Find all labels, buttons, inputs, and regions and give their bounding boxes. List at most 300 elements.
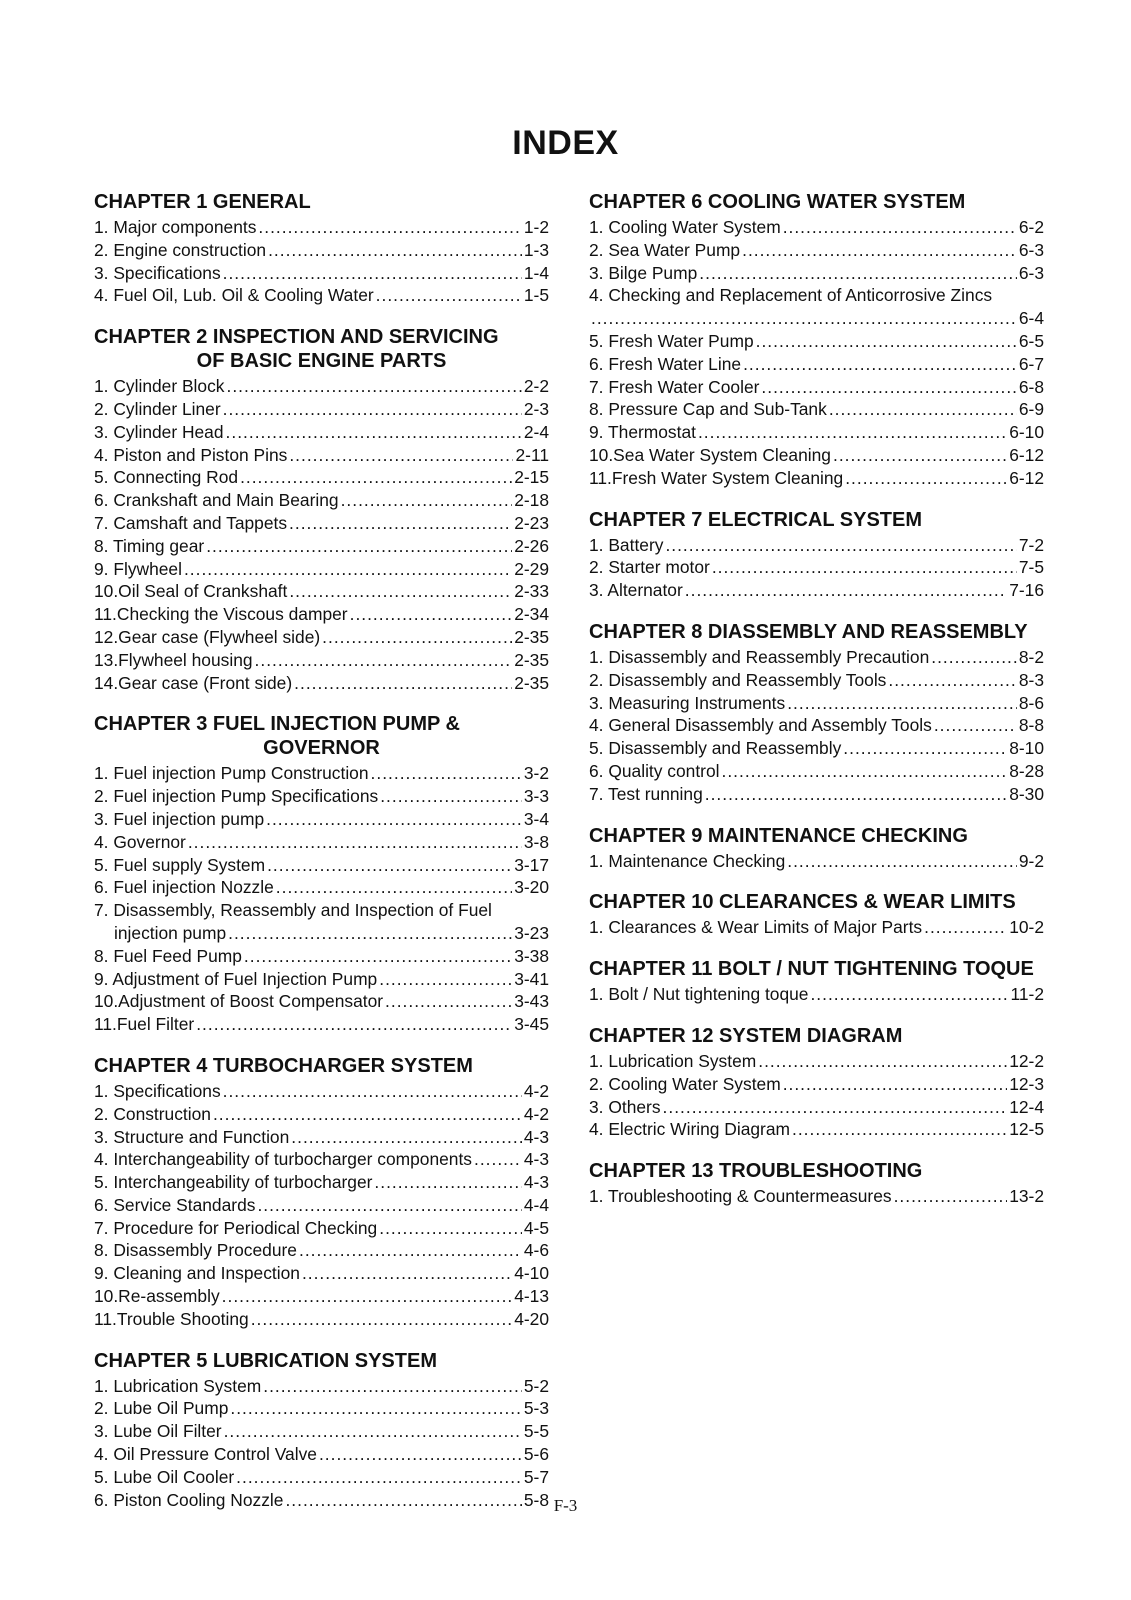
toc-page-number: 11-2 xyxy=(1010,984,1044,1005)
toc-entry[interactable] xyxy=(94,398,549,421)
toc-page-number: 12-3 xyxy=(1009,1073,1044,1094)
toc-entry[interactable] xyxy=(94,1080,549,1103)
chapter-heading-line: GOVERNOR xyxy=(263,737,380,760)
toc-entry-title: 6. Crankshaft and Main Bearing xyxy=(94,490,339,511)
chapter-heading xyxy=(94,190,549,214)
toc-entry[interactable] xyxy=(94,649,549,672)
toc-page-number: 6-4 xyxy=(1018,308,1044,329)
toc-page-number: 6-3 xyxy=(1018,239,1044,260)
toc-entry[interactable] xyxy=(94,421,549,444)
toc-entry[interactable] xyxy=(589,850,1044,873)
toc-page-number: 4-3 xyxy=(523,1126,549,1147)
toc-page-number: 8-10 xyxy=(1009,738,1044,759)
chapter-heading xyxy=(589,1024,1044,1048)
chapter-heading xyxy=(589,190,1044,214)
dot-leader xyxy=(712,556,1017,579)
toc-page-number: 2-3 xyxy=(523,398,549,419)
dot-leader xyxy=(226,375,521,398)
toc-entry-title: 11.Trouble Shooting xyxy=(94,1308,249,1329)
chapter-heading xyxy=(589,508,1044,532)
toc-page-number: 1-5 xyxy=(523,285,549,306)
toc-entry-title: 4. Checking and Replacement of Anticorrosive Zincs xyxy=(589,285,993,306)
chapter-heading xyxy=(589,890,1044,914)
dot-leader xyxy=(376,284,522,307)
toc-entry-title: 11.Checking the Viscous damper xyxy=(94,604,348,625)
toc-page-number: 3-4 xyxy=(523,808,549,829)
toc-entry[interactable] xyxy=(94,1285,549,1308)
toc-entry-title: 2. Construction xyxy=(94,1103,211,1124)
toc-page-number: 4-10 xyxy=(514,1263,549,1284)
chapter-heading-line: CHAPTER 12 SYSTEM DIAGRAM xyxy=(589,1024,903,1047)
toc-entry-title: 1. Battery xyxy=(589,534,664,555)
toc-entry[interactable] xyxy=(94,558,549,581)
dot-leader xyxy=(291,1126,522,1149)
toc-entry[interactable] xyxy=(94,1148,549,1171)
chapter-heading xyxy=(589,824,1044,848)
toc-page-number: 12-5 xyxy=(1009,1119,1044,1140)
toc-entry-title: 3. Lube Oil Filter xyxy=(94,1421,222,1442)
toc-entry-title: 8. Timing gear xyxy=(94,535,205,556)
toc-page-number: 12-2 xyxy=(1009,1050,1044,1071)
toc-entry-title: 1. Major components xyxy=(94,217,257,237)
toc-entry-title: 6. Service Standards xyxy=(94,1194,256,1215)
toc-entry[interactable] xyxy=(94,1443,549,1466)
toc-entry[interactable] xyxy=(589,353,1044,376)
toc-page-number: 2-23 xyxy=(514,512,549,533)
toc-entry-title: 3. Measuring Instruments xyxy=(589,692,786,713)
chapter-section xyxy=(94,1054,549,1331)
chapter-section xyxy=(94,1349,549,1512)
toc-entry[interactable] xyxy=(589,1073,1044,1096)
dot-leader xyxy=(756,330,1017,353)
dot-leader xyxy=(843,737,1007,760)
chapter-section xyxy=(589,190,1044,490)
toc-page-number: 3-17 xyxy=(514,854,549,875)
toc-entry[interactable] xyxy=(589,1185,1044,1208)
dot-leader xyxy=(924,916,1007,939)
toc-entry-title: 4. Fuel Oil, Lub. Oil & Cooling Water xyxy=(94,285,374,306)
dot-leader xyxy=(319,1443,522,1466)
toc-entry[interactable] xyxy=(94,603,549,626)
dot-leader xyxy=(783,1073,1008,1096)
toc-entry[interactable] xyxy=(94,1171,549,1194)
dot-leader xyxy=(783,216,1017,239)
toc-entry-title: 4. Electric Wiring Diagram xyxy=(589,1119,791,1140)
toc-entry-title: 5. Fuel supply System xyxy=(94,854,266,875)
toc-entry[interactable] xyxy=(94,489,549,512)
toc-entry[interactable] xyxy=(589,398,1044,421)
toc-entry[interactable] xyxy=(94,262,549,285)
toc-page-number: 7-5 xyxy=(1018,557,1044,578)
toc-entry[interactable] xyxy=(94,1375,549,1398)
dot-leader xyxy=(244,945,512,968)
toc-entry-title: 3. Bilge Pump xyxy=(589,262,698,283)
toc-entry[interactable] xyxy=(94,1466,549,1489)
toc-entry-title: 5. Lube Oil Cooler xyxy=(94,1466,235,1487)
toc-entry-title: 6. Fuel injection Nozzle xyxy=(94,877,274,898)
toc-entry-title: 4. Piston and Piston Pins xyxy=(94,444,288,465)
dot-leader xyxy=(276,876,512,899)
chapter-heading-line: CHAPTER 13 TROUBLESHOOTING xyxy=(589,1160,923,1183)
dot-leader xyxy=(845,467,1007,490)
toc-entry[interactable] xyxy=(94,239,549,262)
dot-leader xyxy=(341,489,513,512)
dot-leader xyxy=(184,558,512,581)
toc-page-number: 8-8 xyxy=(1018,715,1044,736)
toc-entry-title: 6. Fresh Water Line xyxy=(589,353,742,374)
chapter-heading xyxy=(589,620,1044,644)
toc-entry[interactable] xyxy=(589,239,1044,262)
chapter-section xyxy=(589,1159,1044,1208)
toc-page-number: 6-7 xyxy=(1018,353,1044,374)
toc-entry-title: 1. Maintenance Checking xyxy=(589,850,786,871)
toc-entry[interactable] xyxy=(589,579,1044,602)
toc-entry-title: 12.Gear case (Flywheel side) xyxy=(94,626,321,647)
toc-entry[interactable] xyxy=(94,1308,549,1331)
toc-entry-title: 13.Flywheel housing xyxy=(94,649,253,670)
dot-leader xyxy=(236,1466,522,1489)
chapter-section xyxy=(589,1024,1044,1141)
toc-entry-title: 4. Oil Pressure Control Valve xyxy=(94,1444,317,1465)
toc-page-number: 3-43 xyxy=(514,991,549,1012)
chapter-section xyxy=(589,824,1044,873)
toc-entry[interactable] xyxy=(94,1194,549,1217)
dot-leader xyxy=(742,239,1017,262)
index-column-right xyxy=(589,190,1044,1226)
dot-leader xyxy=(322,626,512,649)
toc-entry-title: 1. Fuel injection Pump Construction xyxy=(94,763,369,784)
toc-entry[interactable] xyxy=(94,672,549,695)
toc-page-number: 2-15 xyxy=(514,467,549,488)
dot-leader xyxy=(699,262,1017,285)
toc-entry[interactable] xyxy=(94,899,549,945)
toc-entry[interactable] xyxy=(589,444,1044,467)
toc-entry-title: 7. Procedure for Periodical Checking xyxy=(94,1217,378,1238)
toc-entry-title: 4. General Disassembly and Assembly Tools xyxy=(589,715,932,736)
toc-entry-title: 2. Cylinder Liner xyxy=(94,398,221,419)
toc-entry-title: 6. Quality control xyxy=(589,760,720,781)
toc-entry-title: 3. Alternator xyxy=(589,580,683,601)
toc-page-number: 5-8 xyxy=(523,1489,549,1510)
dot-leader xyxy=(894,1185,1008,1208)
page-title: INDEX xyxy=(512,124,619,162)
chapter-heading-line: CHAPTER 7 ELECTRICAL SYSTEM xyxy=(589,508,922,531)
toc-page-number: 4-4 xyxy=(523,1194,549,1215)
toc-entry[interactable] xyxy=(589,376,1044,399)
toc-page-number: 2-29 xyxy=(514,558,549,579)
toc-entry-title: 4. Governor xyxy=(94,831,186,852)
toc-page-number: 3-8 xyxy=(523,831,549,852)
toc-page-number: 4-2 xyxy=(523,1080,549,1101)
toc-entry-line xyxy=(94,922,549,945)
toc-entry[interactable] xyxy=(94,1397,549,1420)
toc-entry[interactable] xyxy=(589,646,1044,669)
chapter-heading-line: CHAPTER 3 FUEL INJECTION PUMP & xyxy=(94,713,460,736)
dot-leader xyxy=(743,353,1017,376)
toc-page-number: 6-8 xyxy=(1018,376,1044,397)
toc-entry-title: 1. Bolt / Nut tightening toque xyxy=(589,984,809,1005)
dot-leader xyxy=(591,307,1017,330)
toc-entry-title: 1. Troubleshooting & Countermeasures xyxy=(589,1186,892,1207)
chapter-heading-line: CHAPTER 11 BOLT / NUT TIGHTENING TOQUE xyxy=(589,958,1034,981)
dot-leader xyxy=(267,854,512,877)
dot-leader xyxy=(761,376,1016,399)
dot-leader xyxy=(226,421,522,444)
toc-entry-title: 10.Oil Seal of Crankshaft xyxy=(94,581,288,602)
chapter-heading xyxy=(94,1349,549,1373)
toc-page-number: 12-4 xyxy=(1009,1096,1044,1117)
toc-page-number: 4-3 xyxy=(523,1149,549,1170)
dot-leader xyxy=(289,444,513,467)
toc-entry-title: 3. Cylinder Head xyxy=(94,421,224,442)
toc-page-number: 5-6 xyxy=(523,1444,549,1465)
chapter-heading-line: OF BASIC ENGINE PARTS xyxy=(196,350,447,373)
toc-page-number: 2-18 xyxy=(514,490,549,511)
toc-entry-title: 11.Fuel Filter xyxy=(94,1014,195,1035)
toc-entry-title: 4. Interchangeability of turbocharger components xyxy=(94,1149,472,1170)
dot-leader xyxy=(829,398,1017,421)
chapter-section xyxy=(589,957,1044,1006)
dot-leader xyxy=(787,850,1017,873)
dot-leader xyxy=(810,983,1008,1006)
toc-entry[interactable] xyxy=(94,854,549,877)
dot-leader xyxy=(698,421,1007,444)
toc-entry-title: 10.Adjustment of Boost Compensator xyxy=(94,991,384,1012)
dot-leader xyxy=(206,535,512,558)
toc-entry[interactable] xyxy=(589,556,1044,579)
dot-leader xyxy=(931,646,1017,669)
toc-entry-title: 2. Lube Oil Pump xyxy=(94,1398,229,1419)
dot-leader xyxy=(299,1239,522,1262)
chapter-heading-line: CHAPTER 5 LUBRICATION SYSTEM xyxy=(94,1349,437,1372)
toc-entry[interactable] xyxy=(589,421,1044,444)
dot-leader xyxy=(758,1050,1007,1073)
dot-leader xyxy=(722,760,1008,783)
toc-page-number: 4-13 xyxy=(514,1286,549,1307)
dot-leader xyxy=(374,1171,521,1194)
toc-entry[interactable] xyxy=(589,737,1044,760)
dot-leader xyxy=(379,968,512,991)
toc-entry-title: 11.Fresh Water System Cleaning xyxy=(589,467,844,488)
toc-entry-title: 8. Fuel Feed Pump xyxy=(94,945,242,966)
toc-page-number: 4-5 xyxy=(523,1217,549,1238)
toc-entry-title: 14.Gear case (Front side) xyxy=(94,672,293,693)
toc-entry[interactable] xyxy=(589,760,1044,783)
toc-entry-title: 7. Camshaft and Tappets xyxy=(94,512,288,533)
dot-leader xyxy=(251,1308,512,1331)
chapter-heading-line: CHAPTER 10 CLEARANCES & WEAR LIMITS xyxy=(589,891,1016,914)
dot-leader xyxy=(787,692,1017,715)
toc-entry[interactable] xyxy=(94,1239,549,1262)
toc-page-number: 9-2 xyxy=(1018,850,1044,871)
toc-entry[interactable] xyxy=(94,945,549,968)
toc-entry[interactable] xyxy=(589,1118,1044,1141)
toc-entry[interactable] xyxy=(589,284,1044,330)
chapter-heading xyxy=(589,1159,1044,1183)
toc-entry[interactable] xyxy=(94,831,549,854)
chapter-heading xyxy=(589,957,1044,981)
toc-page-number: 2-34 xyxy=(514,604,549,625)
toc-entry-title: 8. Pressure Cap and Sub-Tank xyxy=(589,399,827,420)
toc-page-number: 2-26 xyxy=(514,535,549,556)
toc-entry-title: 8. Disassembly Procedure xyxy=(94,1240,297,1261)
toc-entry[interactable] xyxy=(589,467,1044,490)
toc-entry-title: 5. Disassembly and Reassembly xyxy=(589,738,842,759)
toc-entry[interactable] xyxy=(589,262,1044,285)
toc-entry-title: 10.Re-assembly xyxy=(94,1286,220,1307)
toc-page-number: 5-7 xyxy=(523,1466,549,1487)
toc-page-number: 6-3 xyxy=(1018,262,1044,283)
toc-entry-title: 3. Others xyxy=(589,1096,661,1117)
dot-leader xyxy=(230,1397,521,1420)
chapter-section xyxy=(94,325,549,694)
toc-entry-title: 1. Disassembly and Reassembly Precaution xyxy=(589,646,930,667)
toc-entry[interactable] xyxy=(94,990,549,1013)
chapter-heading xyxy=(94,1054,549,1078)
dot-leader xyxy=(240,466,512,489)
toc-entry[interactable] xyxy=(94,808,549,831)
dot-leader xyxy=(380,785,522,808)
toc-page-number: 2-33 xyxy=(514,581,549,602)
toc-entry-title: 3. Fuel injection pump xyxy=(94,808,265,829)
chapter-section xyxy=(94,190,549,307)
toc-entry[interactable] xyxy=(94,876,549,899)
toc-entry-title: 7. Disassembly, Reassembly and Inspection of Fuel xyxy=(94,900,492,921)
toc-entry-title: 3. Structure and Function xyxy=(94,1126,290,1147)
toc-page-number: 3-45 xyxy=(514,1014,549,1035)
toc-entry-title: 2. Cooling Water System xyxy=(589,1073,781,1094)
toc-page-number: 8-2 xyxy=(1018,646,1044,667)
dot-leader xyxy=(833,444,1007,467)
toc-entry-title: 1. Cooling Water System xyxy=(589,217,781,237)
toc-page-number: 2-4 xyxy=(523,421,549,442)
toc-page-number: 3-3 xyxy=(523,786,549,807)
toc-entry[interactable] xyxy=(94,1217,549,1240)
toc-entry-title: 7. Test running xyxy=(589,783,703,804)
toc-page-number: 4-2 xyxy=(523,1103,549,1124)
toc-entry[interactable] xyxy=(589,783,1044,806)
chapter-heading-line: CHAPTER 4 TURBOCHARGER SYSTEM xyxy=(94,1054,473,1077)
toc-entry[interactable] xyxy=(589,1050,1044,1073)
toc-entry[interactable] xyxy=(589,1096,1044,1119)
chapter-section xyxy=(94,712,549,1036)
toc-entry-title: 1. Lubrication System xyxy=(589,1050,757,1071)
toc-entry-title-cont: injection pump xyxy=(114,922,227,943)
toc-entry-title: 2. Fuel injection Pump Specifications xyxy=(94,786,379,807)
toc-entry[interactable] xyxy=(94,216,549,239)
toc-entry[interactable] xyxy=(94,284,549,307)
page-number: F-3 xyxy=(553,1496,578,1515)
toc-entry-title: 5. Interchangeability of turbocharger xyxy=(94,1172,373,1193)
chapter-heading xyxy=(94,712,549,760)
toc-page-number: 1-2 xyxy=(523,217,549,237)
dot-leader xyxy=(302,1262,512,1285)
toc-page-number: 8-30 xyxy=(1009,783,1044,804)
toc-entry[interactable] xyxy=(589,534,1044,557)
toc-entry-title: 2. Starter motor xyxy=(589,557,710,578)
dot-leader xyxy=(474,1148,522,1171)
toc-page-number: 3-20 xyxy=(514,877,549,898)
dot-leader xyxy=(223,1080,522,1103)
toc-entry[interactable] xyxy=(589,216,1044,239)
toc-entry[interactable] xyxy=(94,1420,549,1443)
toc-page-number: 10-2 xyxy=(1009,917,1044,938)
toc-page-number: 4-6 xyxy=(523,1240,549,1261)
toc-entry[interactable] xyxy=(589,330,1044,353)
toc-page-number: 2-35 xyxy=(514,672,549,693)
toc-entry-title: 7. Fresh Water Cooler xyxy=(589,376,760,397)
dot-leader xyxy=(255,649,513,672)
dot-leader xyxy=(294,672,512,695)
dot-leader xyxy=(188,831,522,854)
toc-entry[interactable] xyxy=(94,512,549,535)
toc-entry[interactable] xyxy=(94,1262,549,1285)
toc-entry[interactable] xyxy=(94,580,549,603)
dot-leader xyxy=(289,512,512,535)
toc-entry[interactable] xyxy=(94,762,549,785)
toc-entry[interactable] xyxy=(94,444,549,467)
toc-page-number: 6-12 xyxy=(1009,444,1044,465)
toc-page-number: 6-5 xyxy=(1018,330,1044,351)
chapter-section xyxy=(589,890,1044,939)
toc-entry[interactable] xyxy=(589,983,1044,1006)
toc-page-number: 5-5 xyxy=(523,1421,549,1442)
chapter-section xyxy=(589,620,1044,806)
toc-page-number: 3-38 xyxy=(514,945,549,966)
toc-page-number: 4-3 xyxy=(523,1172,549,1193)
toc-page-number: 1-3 xyxy=(523,239,549,260)
chapter-heading xyxy=(94,325,549,373)
toc-entry-title: 2. Engine construction xyxy=(94,239,267,260)
toc-entry[interactable] xyxy=(589,714,1044,737)
dot-leader xyxy=(385,990,512,1013)
chapter-heading-line: CHAPTER 8 DIASSEMBLY AND REASSEMBLY xyxy=(589,620,1028,643)
dot-leader xyxy=(289,580,512,603)
toc-page-number: 2-2 xyxy=(523,376,549,397)
toc-entry-title: 6. Piston Cooling Nozzle xyxy=(94,1489,284,1510)
toc-entry-title: 9. Cleaning and Inspection xyxy=(94,1263,300,1284)
toc-entry[interactable] xyxy=(589,692,1044,715)
toc-entry[interactable] xyxy=(94,375,549,398)
toc-page-number: 3-23 xyxy=(514,922,549,943)
toc-entry[interactable] xyxy=(589,669,1044,692)
dot-leader xyxy=(665,534,1016,557)
dot-leader xyxy=(222,1285,513,1308)
toc-page-number: 6-12 xyxy=(1009,467,1044,488)
toc-entry-title: 1. Cylinder Block xyxy=(94,376,225,397)
dot-leader xyxy=(685,579,1007,602)
toc-page-number: 3-41 xyxy=(514,968,549,989)
toc-entry-title: 2. Sea Water Pump xyxy=(589,239,741,260)
toc-entry[interactable] xyxy=(94,1013,549,1036)
toc-entry-title: 1. Clearances & Wear Limits of Major Parts xyxy=(589,917,923,938)
index-column-left xyxy=(94,190,549,1529)
toc-entry-title: 1. Specifications xyxy=(94,1080,221,1101)
toc-entry-title: 10.Sea Water System Cleaning xyxy=(589,444,831,465)
dot-leader xyxy=(266,808,522,831)
toc-entry[interactable] xyxy=(94,466,549,489)
toc-entry[interactable] xyxy=(589,916,1044,939)
toc-entry[interactable] xyxy=(94,785,549,808)
toc-entry[interactable] xyxy=(94,626,549,649)
toc-page-number: 6-2 xyxy=(1018,217,1044,237)
toc-entry[interactable] xyxy=(94,535,549,558)
toc-entry[interactable] xyxy=(94,968,549,991)
toc-entry[interactable] xyxy=(94,1126,549,1149)
toc-entry[interactable] xyxy=(94,1103,549,1126)
toc-page-number: 3-2 xyxy=(523,763,549,784)
dot-leader xyxy=(371,762,522,785)
